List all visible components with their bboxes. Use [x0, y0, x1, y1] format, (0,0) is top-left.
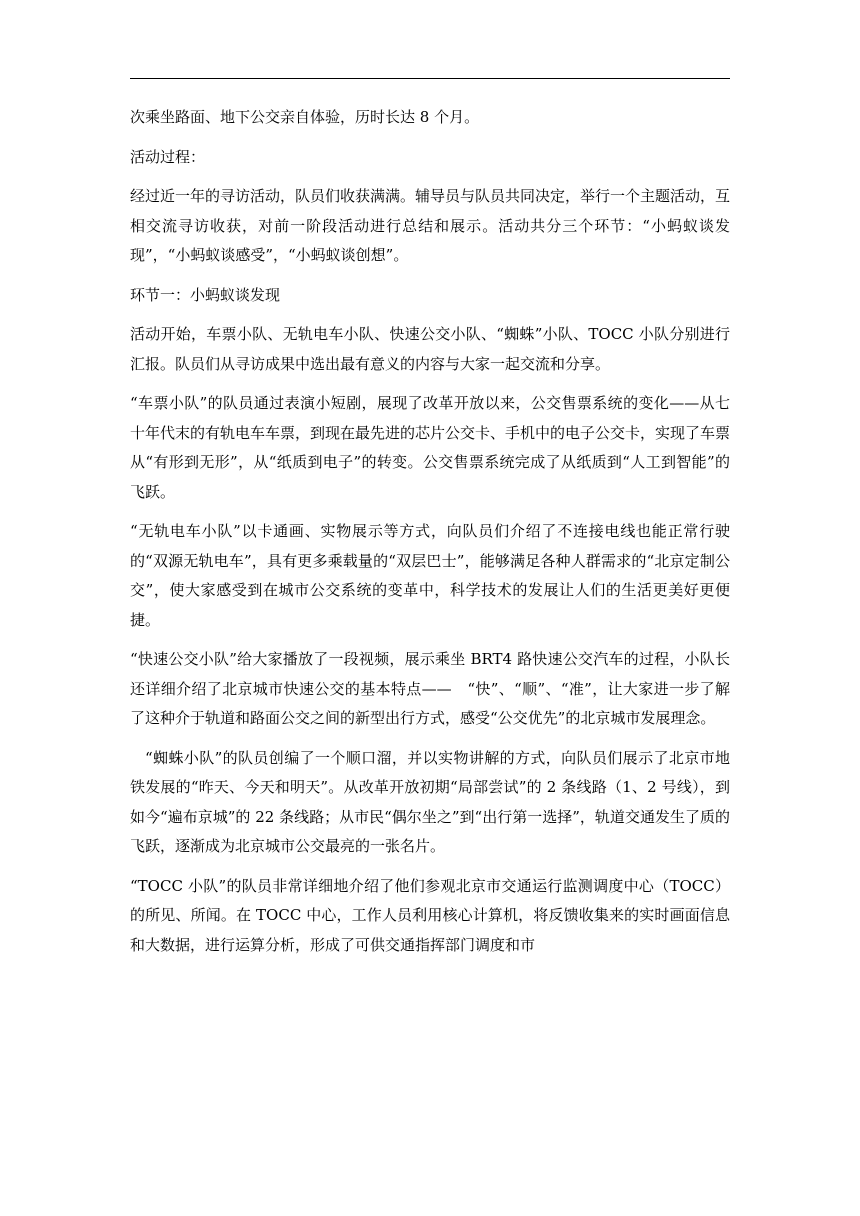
paragraph-ticket-team: “车票小队”的队员通过表演小短剧，展现了改革开放以来，公交售票系统的变化——从七十年代末的有轨电车车票，到现在最先进的芯片公交卡、手机中的电子公交卡，实现了车票从“有形到无形”，从“纸质到电子”的转变。公交售票系统完成了从纸质到“人工到智能”的飞跃。 [130, 394, 731, 501]
paragraph-trolleybus-team: “无轨电车小队”以卡通画、实物展示等方式，向队员们介绍了不连接电线也能正常行驶的“双源无轨电车”，具有更多乘载量的“双层巴士”，能够满足各种人群需求的“北京定制公交”，使大家感受到在城市公交系统的变革中，科学技术的发展让人们的生活更美好更便捷。 [130, 522, 730, 629]
paragraph-spider-team: “蜘蛛小队”的队员创编了一个顺口溜，并以实物讲解的方式，向队员们展示了北京市地铁发展的“昨天、今天和明天”。从改革开放初期“局部尝试”的 2 条线路（1、2 号线），到如今“遍布京城”的 22 条线路；从市民“偶尔坐之”到“出行第一选择”，轨道交通发生了质的飞跃，逐渐成为北京城市公交最亮的一张名片。 [130, 748, 730, 855]
paragraph-1: 次乘坐路面、地下公交亲自体验，历时长达 8 个月。 [130, 108, 480, 126]
paragraph-3: 经过近一年的寻访活动，队员们收获满满。辅导员与队员共同决定，举行一个主题活动，互相交流寻访收获，对前一阶段活动进行总结和展示。活动共分三个环节：“小蚂蚁谈发现”，“小蚂蚁谈感受”，“小蚂蚁谈创想”。 [130, 187, 731, 264]
section-heading-part-one: 环节一：小蚂蚁谈发现 [130, 285, 281, 304]
paragraph-5: 活动开始，车票小队、无轨电车小队、快速公交小队、“蜘蛛”小队、TOCC 小队分别进行汇报。队员们从寻访成果中选出最有意义的内容与大家一起交流和分享。 [130, 325, 730, 373]
paragraph-tocc-team: “TOCC 小队”的队员非常详细地介绍了他们参观北京市交通运行监测调度中心（TOCC）的所见、所闻。在 TOCC 中心，工作人员利用核心计算机，将反馈收集来的实时画面信息和大数据，进行运算分析，形成了可供交通指挥部门调度和市 [130, 876, 730, 954]
section-heading-activity-process: 活动过程： [130, 147, 206, 166]
header-rule [130, 78, 730, 79]
paragraph-brt-team: “快速公交小队”给大家播放了一段视频，展示乘坐 BRT4 路快速公交汽车的过程，小队长还详细介绍了北京城市快速公交的基本特点—— “快”、“顺”、“准”，让大家进一步了解了这种介于轨道和路面公交之间的新型出行方式，感受“公交优先”的北京城市发展理念。 [130, 650, 730, 727]
document-body [130, 103, 730, 970]
